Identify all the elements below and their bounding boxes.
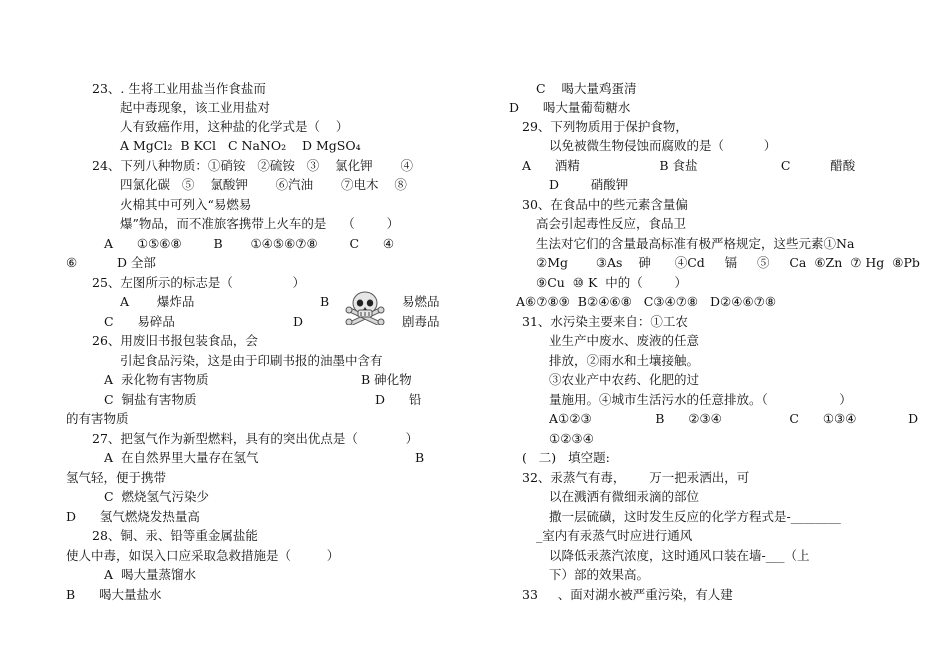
q27-option-b-letter: B [415, 450, 425, 465]
q23-line1: 23、. 生将工业用盐当作食盐而 [92, 81, 266, 96]
q32-line1: 32、汞蒸气有毒， 万一把汞洒出，可 [522, 470, 750, 485]
q26-line1: 26、用废旧书报包装食品，会 [92, 333, 258, 348]
q25-option-c: C 易碎品 [104, 314, 175, 329]
q30-elements-2: ⑨Cu ⑩ K 中的（ ） [536, 275, 688, 290]
q27-option-c: C 燃烧氢气污染少 [104, 489, 210, 504]
q27-option-a: A 在自然界里大量存在氢气 [104, 450, 259, 465]
q32-line3: 撒一层硫磺，这时发生反应的化学方程式是-________ [549, 509, 841, 524]
q29-option-d: D 硝酸钾 [549, 177, 629, 192]
q28-option-a: A 喝大量蒸馏水 [104, 567, 196, 582]
q28-option-d: D 喝大量葡萄糖水 [509, 100, 631, 115]
q31-line4: ③农业产中农药、化肥的过 [549, 372, 700, 387]
q26-option-d: D 铅 [375, 392, 422, 407]
q32-line6: 下）部的效果高。 [549, 567, 650, 582]
q23-line2: 起中毒现象，该工业用盐对 [120, 100, 271, 115]
q29-line2: 以免被微生物侵蚀而腐败的是（ ） [549, 138, 777, 153]
q33-line1: 33 、面对湖水被严重污染，有人建 [522, 587, 733, 602]
q27-option-d: D 氢气燃烧发热量高 [66, 509, 200, 524]
q28-option-c: C 喝大量鸡蛋清 [536, 81, 637, 96]
section-fill-in-heading: ( 二) 填空题: [522, 450, 610, 465]
q24-line4: 爆”物品，而不准旅客携带上火车的是 （ ） [120, 216, 400, 231]
q32-line4: _室内有汞蒸气时应进行通风 [536, 528, 693, 543]
q25-question: 25、左图所示的标志是（ ） [92, 275, 306, 290]
q30-line3: 生法对它们的含量最高标准有极严格规定，这些元素①Na [536, 236, 855, 251]
q26-option-b: B 砷化物 [361, 372, 412, 387]
q23-line3: 人有致癌作用，这种盐的化学式是（ ） [120, 119, 349, 134]
q25-option-b-text: 易燃品 [402, 294, 440, 309]
q26-line2: 引起食品污染，这是由于印刷书报的油墨中含有 [120, 353, 383, 368]
q30-line2: 高会引起毒性反应，食品卫 [536, 216, 687, 231]
q24-line2: 四氯化碳 ⑤ 氯酸钾 ⑥汽油 ⑦电木 ⑧ [120, 177, 407, 192]
q29-options: A 酒精 B 食盐 C 醋酸 [522, 158, 856, 173]
q25-option-a: A 爆炸品 [120, 294, 195, 309]
q27-question: 27、把氢气作为新型燃料，具有的突出优点是（ ） [92, 431, 419, 446]
q28-line1: 28、铜、汞、铅等重金属盐能 [92, 528, 258, 543]
q23-options: A MgCl₂ B KCl C NaNO₂ D MgSO₄ [120, 138, 361, 153]
q31-option-d: ①②③④ [549, 431, 594, 446]
q28-line2: 使人中毒，如误入口应采取急救措施是（ ） [66, 548, 340, 563]
q31-options: A①②③ B ②③④ C ①③④ D [549, 411, 919, 426]
q31-line3: 排放，②雨水和土壤接触。 [549, 353, 700, 368]
q24-options: A ①⑤⑥⑧ B ①④⑤⑥⑦⑧ C ④ [104, 236, 395, 251]
q28-option-b: B 喝大量盐水 [66, 587, 162, 602]
poison-skull-icon [345, 291, 385, 325]
q24-option-d: ⑥ D 全部 [66, 255, 156, 270]
q30-elements-1: ②Mg ③As 砷 ④Cd 镉 ⑤ Ca ⑥Zn ⑦ Hg ⑧Pb [536, 255, 920, 270]
q26-option-c: C 铜盐有害物质 [104, 392, 197, 407]
q27-option-b-text: 氢气轻，便于携带 [66, 470, 167, 485]
q32-line2: 以在溅洒有微细汞滴的部位 [549, 489, 700, 504]
q30-line1: 30、在食品中的些元素含量偏 [522, 197, 688, 212]
q26-option-a: A 汞化物有害物质 [104, 372, 209, 387]
q31-line2: 业生产中废水、废液的任意 [549, 333, 700, 348]
q24-line3: 火棉其中可列入“易燃易 [120, 197, 252, 212]
q25-option-b-letter: B [320, 294, 330, 309]
q31-line1: 31、水污染主要来自：①工农 [522, 314, 688, 329]
q25-option-d-letter: D [293, 314, 304, 329]
q31-line5: 量施用。④城市生活污水的任意排放。（ ） [549, 392, 852, 407]
q24-line1: 24、下列八种物质：①硝铵 ②硫铵 ③ 氯化钾 ④ [92, 158, 413, 173]
q30-options: A⑥⑦⑧⑨ B②④⑥⑧ C③④⑦⑧ D②④⑥⑦⑧ [516, 294, 777, 309]
q25-option-d-text: 剧毒品 [402, 314, 440, 329]
q26-option-d-cont: 的有害物质 [66, 411, 129, 426]
q29-line1: 29、下列物质用于保护食物， [522, 119, 688, 134]
q32-line5: 以降低汞蒸汽浓度，这时通风口装在墙-___（上 [549, 548, 810, 563]
